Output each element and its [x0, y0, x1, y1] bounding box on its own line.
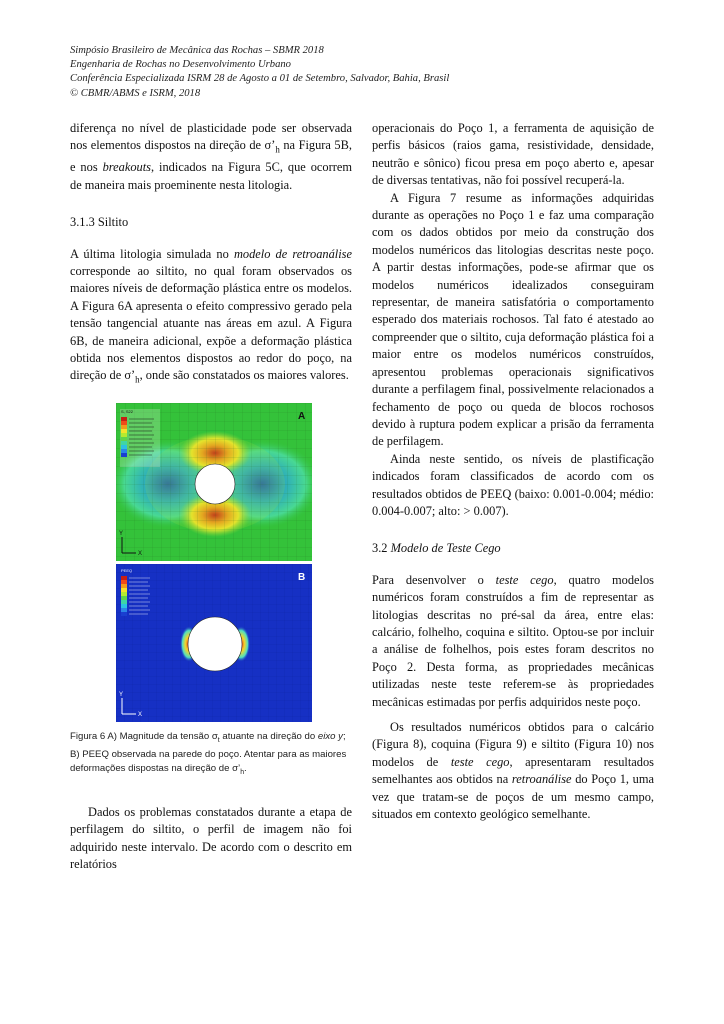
left-paragraph-2: Dados os problemas constatados durante a etapa de perfilagem do siltito, o perfil de imagem não foi adquirido neste intervalo. De acordo com o descrito em relatórios [70, 805, 352, 872]
header-line-1: Simpósio Brasileiro de Mecânica das Rochas – SBMR 2018 [70, 45, 324, 56]
left-column [70, 120, 352, 874]
figure-6 [116, 403, 312, 722]
panel-a-label: A [298, 411, 306, 423]
header-line-2: Engenharia de Rochas no Desenvolvimento Urbano [70, 59, 291, 71]
peeq-contour-plot [116, 564, 312, 722]
svg-text:Y: Y [119, 692, 124, 699]
figure-6-panel-b [116, 564, 312, 722]
right-paragraph-4: Os resultados numéricos obtidos para o calcário (Figura 8), coquina (Figura 9) e siltito (Figura 10) nos modelos de teste cego, apresentaram resultados semelhantes aos obtidos na retroanálise do Poço 1, uma vez que tratam-se de poços de um mesmo campo, situados em contexto geológico semelhante. [372, 720, 654, 822]
figure-6-panel-a [116, 403, 312, 561]
left-paragraph-1: A última litologia simulada no modelo de retroanálise corresponde ao siltito, no qual foram observados os maiores níveis de deformação plástica entre os modelos. A Figura 6A apresenta o efeito compressivo gerado pela tensão tangencial atuante nas áreas em azul. A Figura 6B, de maneira adicional, expõe a deformação plástica obtida nos elementos dispostos ao redor do poço, na direção de $\sigma’_h$, onde são constatados os maiores valores. [70, 246, 352, 385]
section-heading-teste-cego: 3.2 Modelo de Teste Cego [372, 541, 501, 556]
header-line-4: © CBMR/ABMS e ISRM, 2018 [70, 87, 201, 99]
right-paragraph-0: operacionais do Poço 1, a ferramenta de aquisição de perfis básicos (raios gama, resistividade, densidade, neutrão e sônico) ficou presa em poço aberto e, apesar de diversas tentativas, não foi possível recuperá-la. [372, 121, 654, 188]
figure-6-caption: Figura 6 A) Magnitude da tensão $\sigma_t$ atuante na direção do eixo y; B) PEEQ observada na parede do poço. Atentar para as maiores deformações dispostas na direção de $\sigma’_h$. [70, 731, 347, 777]
page-header [70, 44, 670, 101]
legend-title-b: PEEQ [121, 568, 133, 574]
svg-text:Y: Y [119, 531, 124, 538]
right-column [372, 120, 654, 823]
right-paragraph-2: Ainda neste sentido, os níveis de plastificação indicados foram classificados de acordo com os resultados obtidos de PEEQ (baixo: 0.001-0.004; médio: 0.004-0.007; alto: > 0.007). [372, 451, 654, 518]
header-line-3: Conferência Especializada ISRM 28 de Agosto a 01 de Setembro, Salvador, Bahia, Brasil [70, 73, 450, 85]
section-heading-siltito: 3.1.3 Siltito [70, 215, 129, 230]
left-paragraph-0: diferença no nível de plasticidade pode ser observada nos elementos dispostos na direção de $\sigma’_h$ na Figura 5B, e nos breakouts, indicados na Figura 5C, que ocorrem de maneira mais proeminente nesta litologia. [70, 121, 352, 192]
panel-b-label: B [298, 572, 306, 584]
right-paragraph-3: Para desenvolver o teste cego, quatro modelos numéricos foram construídos a fim de representar as litologias descritas no pré-sal da área, entre elas: calcário, folhelho, coquina e siltito. Optou-se por incluir a análise de folhelhos, pois estes foram descritos no Poço 2. Desta forma, as propriedades mecânicas utilizadas neste teste referem-se às propriedades mecânicas estimadas por perfis adquiridos neste poço. [372, 572, 655, 709]
svg-text:X: X [138, 712, 143, 719]
legend-title-a: S, S22 [121, 409, 134, 415]
stress-contour-plot [116, 403, 312, 561]
right-paragraph-1: A Figura 7 resume as informações adquiridas durante as operações no Poço 1 e faz uma comparação com os dados obtidos por meio da construção dos modelos numéricos das litologias descritas neste poço. A partir destas informações, pode-se afirmar que os modelos numéricos idealizados conseguiram representar, de maneira satisfatória o comportamento esperado dos materiais rochosos. Tal fato é atestado ao compreender que o siltito, cuja deformação plástica foi a maior entre os modelos numéricos construídos, apresentou problemas operacionais significativos durante a perfilagem final, possivelmente relacionados a fechamento de poço ou queda de blocos rochosos devido à ruptura podem explicar a prisão da ferramenta de perfilagem. [372, 190, 654, 449]
svg-text:X: X [138, 551, 143, 558]
